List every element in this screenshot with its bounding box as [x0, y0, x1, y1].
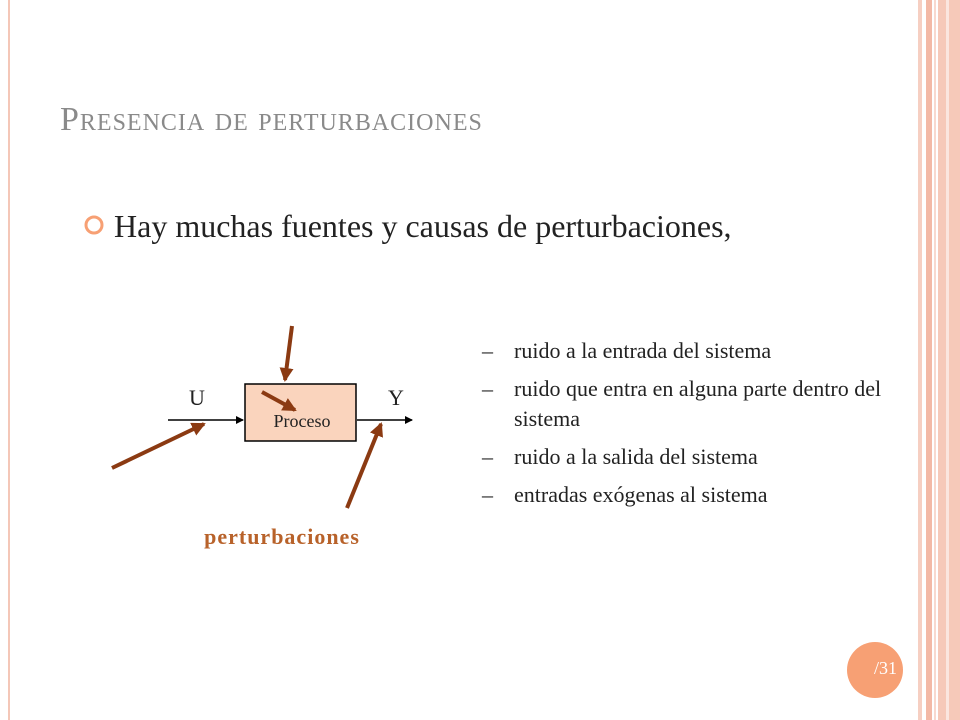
list-item [482, 442, 902, 472]
list-item [482, 336, 902, 366]
output-label: Y [388, 385, 404, 410]
list-item [482, 480, 902, 510]
list-item-text: ruido a la entrada del sistema [514, 338, 772, 363]
list-item-text: ruido a la salida del sistema [514, 444, 758, 469]
dash: – [482, 338, 493, 363]
disturbance-arrow-top [285, 326, 292, 380]
page-number: /31 [874, 658, 898, 678]
list-item-text: ruido que entra en alguna parte dentro del sistema [514, 376, 882, 431]
input-label: U [189, 385, 205, 410]
dash: – [482, 444, 493, 469]
dash: – [482, 482, 493, 507]
disturbance-sources-list [482, 336, 902, 518]
list-item-text: entradas exógenas al sistema [514, 482, 768, 507]
process-block-label: Proceso [273, 411, 331, 431]
slide-title: Presencia de perturbaciones [60, 101, 483, 138]
dash: – [482, 376, 493, 401]
list-item [482, 374, 902, 434]
disturbance-label: perturbaciones [204, 524, 360, 549]
disturbance-arrow-input [112, 424, 204, 468]
bullet-text: Hay muchas fuentes y causas de perturbaciones, [114, 208, 732, 244]
